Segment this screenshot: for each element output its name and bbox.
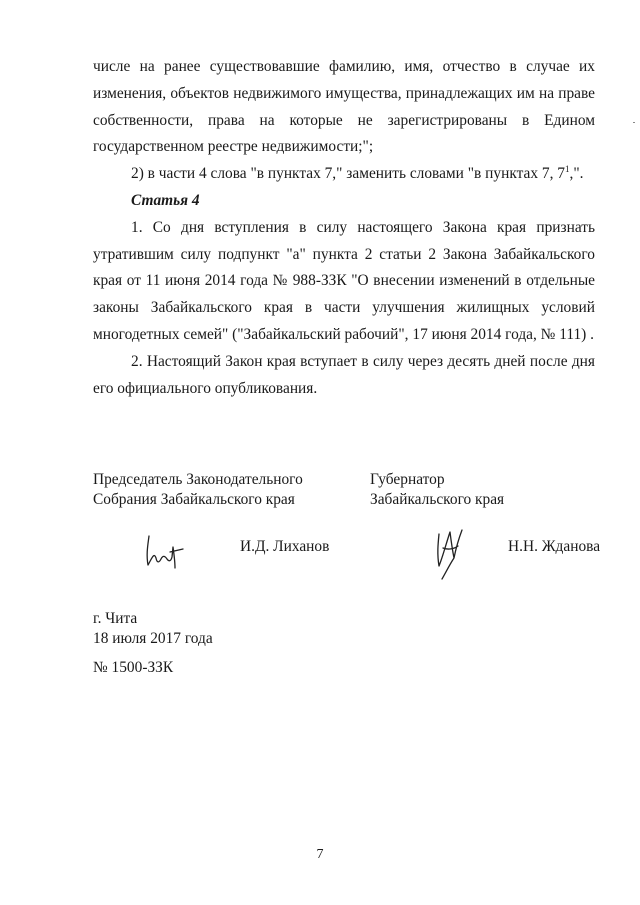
city: г. Чита [93, 610, 138, 627]
signatory-left-name: И.Д. Лиханов [240, 538, 330, 555]
handwritten-signature-left [143, 532, 187, 572]
signatory-right-name: Н.Н. Жданова [508, 538, 601, 555]
place-and-date [93, 609, 213, 649]
paragraph-continuation: числе на ранее существовавшие фамилию, имя, отчество в случае их изменения, объектов недвижимого имущества, принадлежащих им на праве собственности, права на которые не зарегистрированы в Едином государственном реестре недвижимости;"; [93, 58, 595, 156]
amendment-text-end: ,". [569, 165, 584, 183]
paragraph-article-4-1: 1. Со дня вступления в силу настоящего Закона края признать утратившим силу подпункт "а" пункта 2 статьи 2 Закона Забайкальского края от 11 июня 2014 года № 988-ЗЗК "О внесении изменений в отдельные законы Забайкальского края в части улучшения жилищных условий многодетных семей" ("Забайкальский рабочий", 17 июня 2014 года, № 111) . [93, 218, 595, 343]
document-body [93, 54, 595, 402]
handwritten-signature-right [430, 522, 470, 582]
superscript-one: 1 [564, 164, 570, 175]
article-heading: Статья 4 [131, 191, 200, 209]
paragraph-amendment [93, 161, 595, 188]
paragraph-article-4-2: 2. Настоящий Закон края вступает в силу через десять дней после дня его официального опубликования. [93, 352, 595, 397]
scan-speck [633, 122, 635, 123]
signatory-left-title [93, 470, 303, 510]
signatory-right-title [370, 470, 504, 510]
page-number: 7 [316, 847, 324, 862]
signatory-right-title-line2: Забайкальского края [370, 491, 505, 508]
signing-date: 18 июля 2017 года [93, 630, 213, 647]
signatory-left-title-line2: Собрания Забайкальского края [93, 491, 295, 508]
signatory-left-title-line1: Председатель Законодательного [93, 471, 303, 488]
law-number: № 1500-ЗЗК [93, 659, 174, 676]
signatory-right-title-line1: Губернатор [370, 471, 445, 488]
amendment-text: 2) в части 4 слова "в пунктах 7," заменить словами "в пунктах 7, 7 [131, 165, 565, 183]
